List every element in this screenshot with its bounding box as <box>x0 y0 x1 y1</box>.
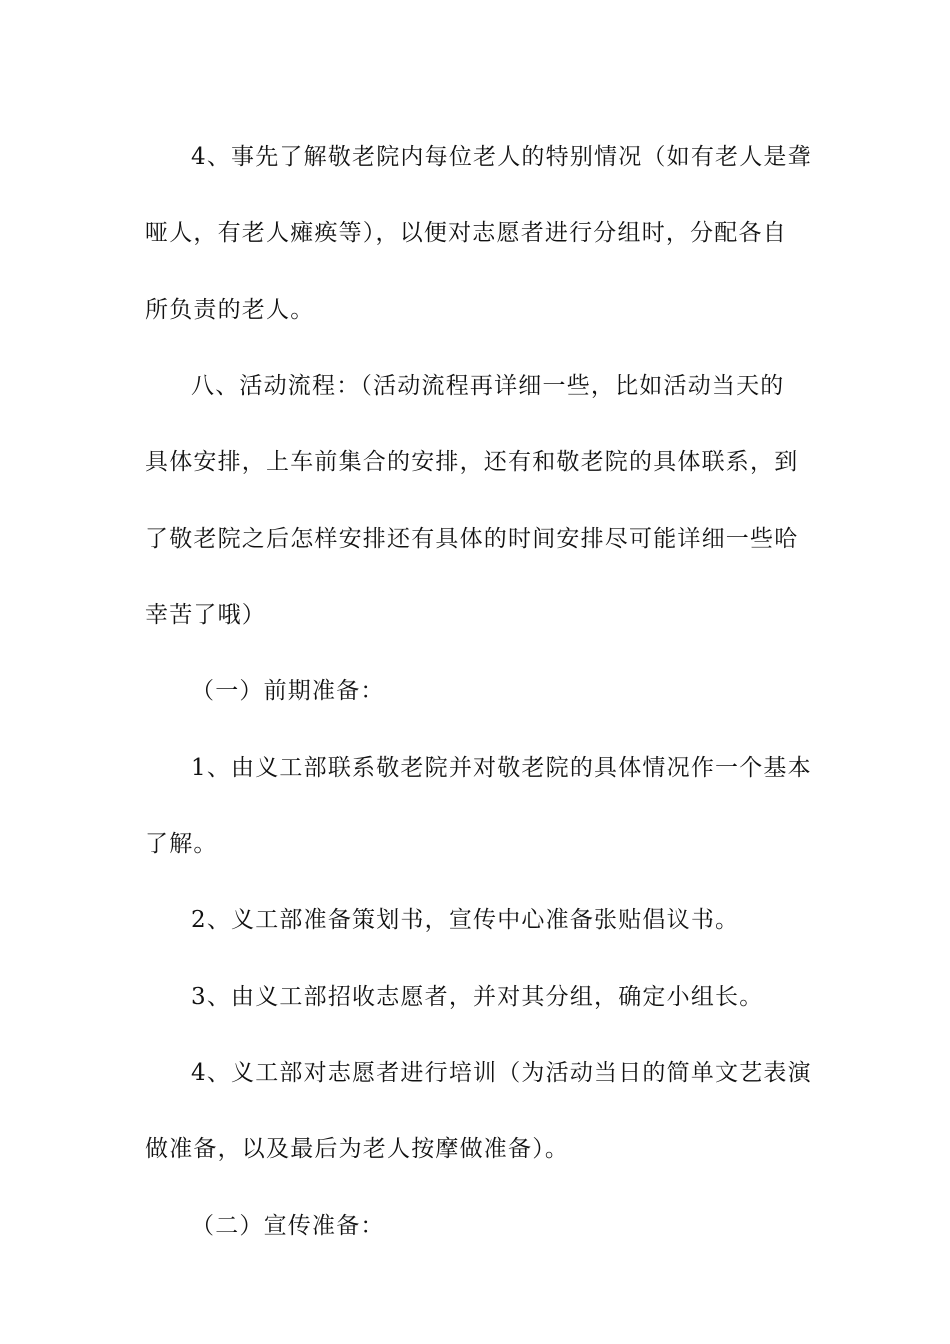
text-line: 做准备，以及最后为老人按摩做准备）。 <box>145 1136 570 1162</box>
text-line: 幸苦了哦） <box>145 602 266 628</box>
text-line: 1、由义工部联系敬老院并对敬老院的具体情况作一个基本 <box>191 755 812 781</box>
text-line: 具体安排，上车前集合的安排，还有和敬老院的具体联系，到 <box>145 449 799 475</box>
section-heading: （一）前期准备： <box>191 678 385 704</box>
text-line: 八、活动流程：（活动流程再详细一些，比如活动当天的 <box>191 373 785 399</box>
text-line: 了敬老院之后怎样安排还有具体的时间安排尽可能详细一些哈 <box>145 526 799 552</box>
text-line: 哑人，有老人瘫痪等），以便对志愿者进行分组时，分配各自 <box>145 220 787 246</box>
text-line: 2、义工部准备策划书，宣传中心准备张贴倡议书。 <box>191 907 740 933</box>
section-heading: （二）宣传准备： <box>191 1213 385 1239</box>
text-line: 4、事先了解敬老院内每位老人的特别情况（如有老人是聋 <box>191 144 812 170</box>
text-line: 3、由义工部招收志愿者，并对其分组，确定小组长。 <box>191 984 764 1010</box>
text-line: 所负责的老人。 <box>145 297 315 323</box>
text-line: 了解。 <box>145 831 218 857</box>
text-line: 4、义工部对志愿者进行培训（为活动当日的简单文艺表演 <box>191 1060 812 1086</box>
